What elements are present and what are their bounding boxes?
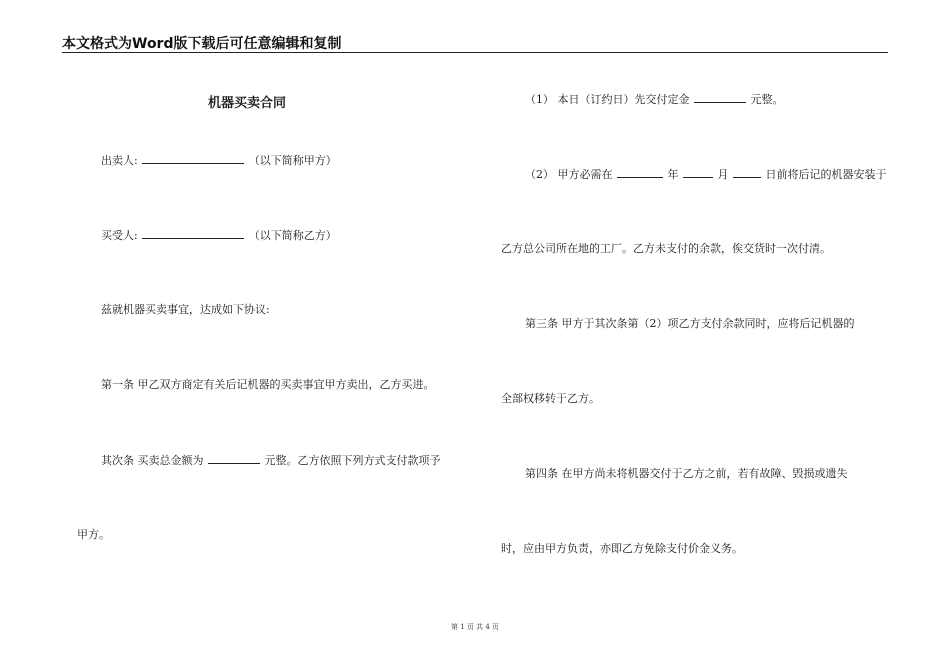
- article-4-continuation: 时，应由甲方负责，亦即乙方免除支付价金义务。: [501, 542, 743, 555]
- payment-item-1-text-b: 元整。: [750, 93, 784, 106]
- buyer-line: [101, 228, 337, 243]
- payment-item-2-text-b: 日前将后记的机器安装于: [765, 168, 887, 181]
- article-3: 第三条 甲方于其次条第（2）项乙方支付余款同时，应将后记机器的: [525, 317, 855, 330]
- seller-label: 出卖人:: [101, 154, 138, 167]
- article-4: 第四条 在甲方尚未将机器交付于乙方之前，若有故障、毁损或遗失: [525, 467, 848, 480]
- buyer-suffix: （以下简称乙方）: [248, 229, 337, 242]
- buyer-label: 买受人:: [101, 229, 138, 242]
- article-2-line: [101, 453, 441, 468]
- month-blank[interactable]: [683, 167, 713, 178]
- article-1: 第一条 甲乙双方商定有关后记机器的买卖事宜甲方卖出，乙方买进。: [101, 378, 435, 391]
- article-2-text-b: 元整。乙方依照下列方式支付款项予: [264, 454, 441, 467]
- banner-divider: [62, 52, 888, 53]
- payment-item-1: [525, 92, 784, 107]
- year-label: 年: [667, 168, 679, 181]
- payment-item-2: [525, 167, 887, 182]
- buyer-name-blank[interactable]: [142, 228, 244, 239]
- article-2-continuation: 甲方。: [77, 528, 110, 541]
- article-3-continuation: 全部权移转于乙方。: [501, 392, 600, 405]
- day-blank[interactable]: [733, 167, 761, 178]
- deposit-amount-blank[interactable]: [694, 92, 746, 103]
- seller-name-blank[interactable]: [142, 153, 244, 164]
- page-number: 第 1 页 共 4 页: [450, 623, 500, 631]
- payment-item-2-continuation: 乙方总公司所在地的工厂。乙方未支付的余款，俟交货时一次付清。: [501, 242, 831, 255]
- payment-item-2-text-a: （2） 甲方必需在: [525, 168, 613, 181]
- year-blank[interactable]: [617, 167, 663, 178]
- intro-paragraph: 兹就机器买卖事宜，达成如下协议:: [101, 303, 270, 316]
- document-banner: 本文格式为Word版下载后可任意编辑和复制: [62, 36, 342, 52]
- article-2-text-a: 其次条 买卖总金额为: [101, 454, 204, 467]
- contract-title: 机器买卖合同: [208, 96, 287, 111]
- payment-item-1-text-a: （1） 本日（订约日）先交付定金: [525, 93, 690, 106]
- month-label: 月: [717, 168, 729, 181]
- total-amount-blank[interactable]: [208, 453, 260, 464]
- seller-line: [101, 153, 337, 168]
- seller-suffix: （以下简称甲方）: [248, 154, 337, 167]
